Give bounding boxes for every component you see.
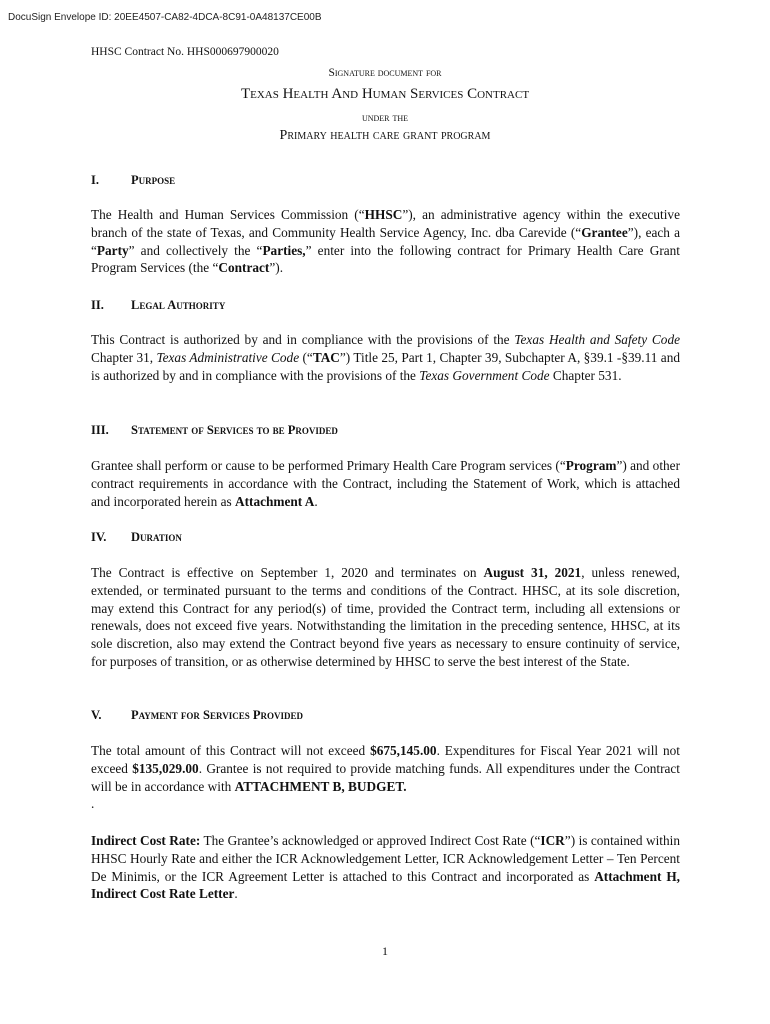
text-run: The Contract is effective on September 1, 2020 and terminates on xyxy=(91,565,484,580)
bold-term: ATTACHMENT B, BUDGET. xyxy=(234,778,407,794)
section-title: Statement of Services to be Provided xyxy=(131,423,338,437)
bold-term: Indirect Cost Rate: xyxy=(91,833,201,848)
text-run: ”), an administrative agency within the executive branch of the state of Texas, and Community Health Service Agency, Inc. dba Carevide (“ xyxy=(91,207,680,240)
text-run: Chapter 31, xyxy=(91,349,157,365)
section-number: II. xyxy=(91,298,104,312)
section-number: V. xyxy=(91,708,102,722)
text-run: ”). xyxy=(269,260,284,276)
bold-term: Party xyxy=(96,242,129,258)
bold-term: $135,029.00 xyxy=(132,760,199,776)
payment-paragraph xyxy=(91,742,680,813)
text-run: Chapter 531. xyxy=(549,367,622,383)
italic-term: Texas Health and Safety Code xyxy=(514,332,680,347)
text-run: The Grantee’s acknowledged or approved Indirect Cost Rate (“ xyxy=(200,833,541,848)
text-run: , unless renewed, extended, or terminated pursuant to the terms and conditions of the Contract. HHSC, at its sole discretion, may extend this Contract for any period(s) of time, provided the Contract term, including all extensions or renewals, does not exceed five years. Notwithstanding the limitation in the preceding sentence, HHSC, at its sole discretion, also may extend the Contract beyond five years as necessary to ensure continuity of service, for purposes of transition, or as otherwise determined by HHSC to serve the best interest of the State. xyxy=(91,565,680,669)
title-line-2: Texas Health And Human Services Contract xyxy=(240,86,530,102)
bold-term: $675,145.00 xyxy=(370,743,437,758)
bold-term: Contract xyxy=(218,260,270,276)
title-line-1: Signature document for xyxy=(328,67,442,79)
section-title: Legal Authority xyxy=(131,298,226,312)
bold-term: TAC xyxy=(312,349,340,365)
bold-term: Grantee xyxy=(581,224,628,240)
duration-paragraph xyxy=(91,564,680,671)
bold-term: Attachment H, Indirect Cost Rate Letter xyxy=(91,868,680,902)
section-title: Payment for Services Provided xyxy=(131,708,303,722)
stray-period: . xyxy=(91,796,95,812)
bold-term: August 31, 2021 xyxy=(483,565,582,580)
italic-term: Texas Administrative Code xyxy=(156,349,300,365)
section-number: I. xyxy=(91,173,99,187)
text-run: . Grantee is not required to provide matching funds. All expenditures under the Contract will be in accordance with xyxy=(91,760,681,794)
contract-number: HHSC Contract No. HHS000697900020 xyxy=(91,46,279,58)
bold-term: Program xyxy=(565,458,617,473)
text-run: ”) and other contract requirements in accordance with the Contract, including the Statement of Work, which is attached and incorporated herein as xyxy=(91,458,680,509)
text-run: This Contract is authorized by and in compliance with the provisions of the xyxy=(91,332,515,347)
bold-term: ICR xyxy=(540,833,565,848)
text-run: (“ xyxy=(299,349,313,365)
text-run: . xyxy=(234,886,238,902)
section-heading-duration xyxy=(91,530,182,545)
page-number: 1 xyxy=(382,944,388,958)
title-line-3: under the xyxy=(361,110,409,124)
text-run: ”) is contained within HHSC Hourly Rate and either the ICR Acknowledgement Letter, ICR Acknowledgement Letter – Ten Percent De Minimis, or the ICR Agreement Letter is attached to this Contract and incorporated as xyxy=(91,833,680,884)
section-heading-legal-authority xyxy=(91,298,225,313)
docusign-envelope-id: DocuSign Envelope ID: 20EE4507-CA82-4DCA-8C91-0A48137CE00B xyxy=(8,12,322,23)
legal-authority-paragraph xyxy=(91,331,680,384)
text-run: Grantee shall perform or cause to be performed Primary Health Care Program services (“ xyxy=(91,458,566,473)
section-title: Purpose xyxy=(131,173,176,187)
text-run: The total amount of this Contract will not exceed xyxy=(91,743,371,758)
section-number: IV. xyxy=(91,530,107,544)
italic-term: Texas Government Code xyxy=(419,367,550,383)
bold-term: HHSC xyxy=(364,207,403,222)
section-heading-purpose xyxy=(91,173,175,188)
section-heading-payment xyxy=(91,708,303,723)
text-run: ” enter into the following contract for Primary Health Care Grant Program Services (the “ xyxy=(91,242,680,276)
text-run: . Expenditures for Fiscal Year 2021 will not exceed xyxy=(91,743,680,776)
bold-term: Attachment A xyxy=(235,493,315,509)
text-run: ”), each a “ xyxy=(91,224,681,258)
text-run: ”) Title 25, Part 1, Chapter 39, Subchapter A, §39.1 -§39.11 and is authorized by and in compliance with the provisions of the xyxy=(91,349,680,383)
purpose-paragraph xyxy=(91,206,680,277)
indirect-cost-paragraph xyxy=(91,832,680,903)
section-number: III. xyxy=(91,423,109,437)
bold-term: Parties, xyxy=(262,242,306,258)
text-run: ” and collectively the “ xyxy=(128,242,263,258)
section-heading-services xyxy=(91,423,338,438)
services-paragraph xyxy=(91,457,680,510)
section-title: Duration xyxy=(131,530,182,544)
title-line-4: Primary health care grant program xyxy=(279,128,491,143)
text-run: The Health and Human Services Commission (“ xyxy=(91,207,365,222)
text-run: . xyxy=(314,493,318,509)
